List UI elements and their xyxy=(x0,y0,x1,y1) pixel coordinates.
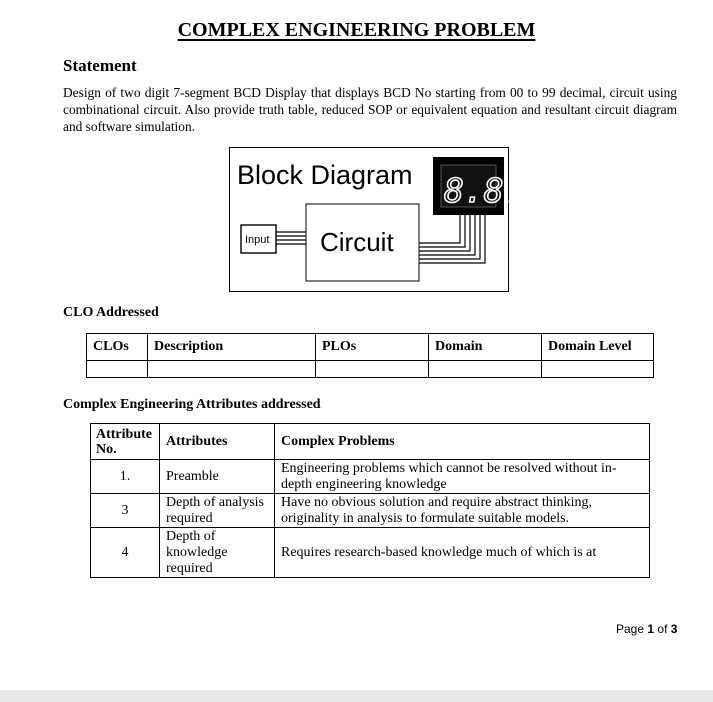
page-prefix: Page xyxy=(616,622,645,636)
input-label: Input xyxy=(245,234,270,246)
attribute-name: Depth of knowledge required xyxy=(160,528,275,578)
column-header: Domain Level xyxy=(542,334,654,361)
table-cell xyxy=(316,361,429,378)
block-diagram-svg xyxy=(230,148,524,293)
table-cell xyxy=(542,361,654,378)
page-number xyxy=(616,622,677,636)
block-diagram-figure xyxy=(229,147,524,292)
table-row xyxy=(91,460,650,494)
table-row xyxy=(91,528,650,578)
column-header: Attributes xyxy=(160,424,275,460)
display-digits: 8.8. xyxy=(444,171,524,210)
attribute-problem: Requires research-based knowledge much of which is at xyxy=(275,528,650,578)
attribute-no: 3 xyxy=(91,494,160,528)
column-header: Domain xyxy=(429,334,542,361)
input-bus-lines xyxy=(276,232,306,244)
circuit-label: Circuit xyxy=(320,227,394,257)
page-current: 1 xyxy=(647,622,655,636)
attribute-name: Depth of analysis required xyxy=(160,494,275,528)
table-cell xyxy=(87,361,148,378)
attribute-no: 1. xyxy=(91,460,160,494)
column-header: CLOs xyxy=(87,334,148,361)
diagram-title: Block Diagram xyxy=(237,160,413,190)
attribute-problem: Engineering problems which cannot be resolved without in-depth engineering knowledge xyxy=(275,460,650,494)
output-bus-lines xyxy=(419,215,485,263)
table-cell xyxy=(148,361,316,378)
statement-text: Design of two digit 7-segment BCD Display that displays BCD No starting from 00 to 99 decimal, circuit using combinational circuit. Also provide truth table, reduced SOP or equivalent equation and resultant circuit diagram and software simulation. xyxy=(63,85,677,134)
table-cell xyxy=(429,361,542,378)
attribute-no: 4 xyxy=(91,528,160,578)
column-header: PLOs xyxy=(316,334,429,361)
attributes-heading: Complex Engineering Attributes addressed xyxy=(63,397,321,412)
clo-table xyxy=(86,333,654,378)
viewer-bottom-band xyxy=(0,690,713,702)
table-header-row xyxy=(91,424,650,460)
attribute-problem: Have no obvious solution and require abstract thinking, originality in analysis to formulate suitable models. xyxy=(275,494,650,528)
column-header: Description xyxy=(148,334,316,361)
clo-heading: CLO Addressed xyxy=(63,305,159,320)
table-header-row xyxy=(87,334,654,361)
page-of: of xyxy=(657,622,668,636)
attributes-table xyxy=(90,423,650,578)
statement-heading: Statement xyxy=(63,56,137,75)
page-total: 3 xyxy=(670,622,678,636)
column-header: Attribute No. xyxy=(91,424,160,460)
table-row xyxy=(91,494,650,528)
page-title: COMPLEX ENGINEERING PROBLEM xyxy=(177,19,536,41)
table-row xyxy=(87,361,654,378)
column-header: Complex Problems xyxy=(275,424,650,460)
attribute-name: Preamble xyxy=(160,460,275,494)
